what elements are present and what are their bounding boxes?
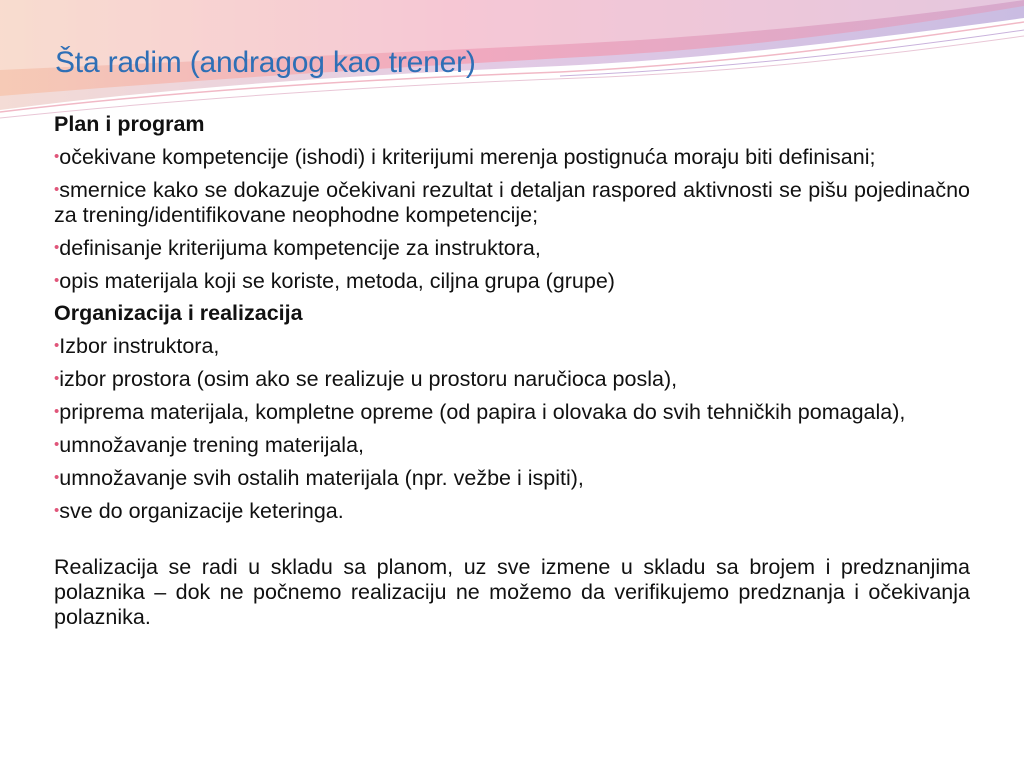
list-item-text: sve do organizacije keteringa. [59, 499, 344, 523]
list-item-text: umnožavanje trening materijala, [59, 433, 365, 457]
list-item [54, 177, 970, 228]
list-item-text: Izbor instruktora, [59, 334, 220, 358]
paragraph-spacer [54, 531, 970, 555]
slide-title: Šta radim (andragog kao trener) [55, 46, 476, 79]
list-item [54, 235, 970, 261]
list-item-text: opis materijala koji se koriste, metoda, ciljna grupa (grupe) [59, 269, 615, 293]
list-item-text: umnožavanje svih ostalih materijala (npr. vežbe i ispiti), [59, 466, 584, 490]
bullet-icon: • [54, 436, 60, 453]
section-heading-plan: Plan i program [54, 112, 205, 136]
list-item [54, 366, 970, 392]
bullet-icon: • [54, 502, 60, 519]
bullet-icon: • [54, 370, 60, 387]
list-item [54, 268, 970, 294]
list-item [54, 432, 970, 458]
bullet-icon: • [54, 403, 60, 420]
list-item [54, 399, 970, 425]
bullet-icon: • [54, 239, 60, 256]
section-heading-organizacija: Organizacija i realizacija [54, 301, 303, 325]
bullet-icon: • [54, 469, 60, 486]
list-item-text: smernice kako se dokazuje očekivani rezultat i detaljan raspored aktivnosti se pišu pojedinačno za trening/identifikovane neophodne kompetencije; [54, 178, 970, 227]
list-item-text: definisanje kriterijuma kompetencije za instruktora, [59, 236, 541, 260]
bullet-icon: • [54, 337, 60, 354]
bullet-icon: • [54, 181, 60, 198]
list-item-text: izbor prostora (osim ako se realizuje u prostoru naručioca posla), [59, 367, 678, 391]
closing-paragraph: Realizacija se radi u skladu sa planom, uz sve izmene u skladu sa brojem i predznanjima polaznika – dok ne počnemo realizaciju ne možemo da verifikujemo predznanja i očekivanja polaznika. [54, 555, 970, 629]
bullet-icon: • [54, 272, 60, 289]
bullet-icon: • [54, 148, 60, 165]
list-item [54, 465, 970, 491]
slide-content [54, 112, 970, 630]
list-item [54, 498, 970, 524]
list-item [54, 333, 970, 359]
list-item [54, 144, 970, 170]
list-item-text: priprema materijala, kompletne opreme (od papira i olovaka do svih tehničkih pomagala), [59, 400, 906, 424]
list-item-text: očekivane kompetencije (ishodi) i kriterijumi merenja postignuća moraju biti definisani; [59, 145, 876, 169]
